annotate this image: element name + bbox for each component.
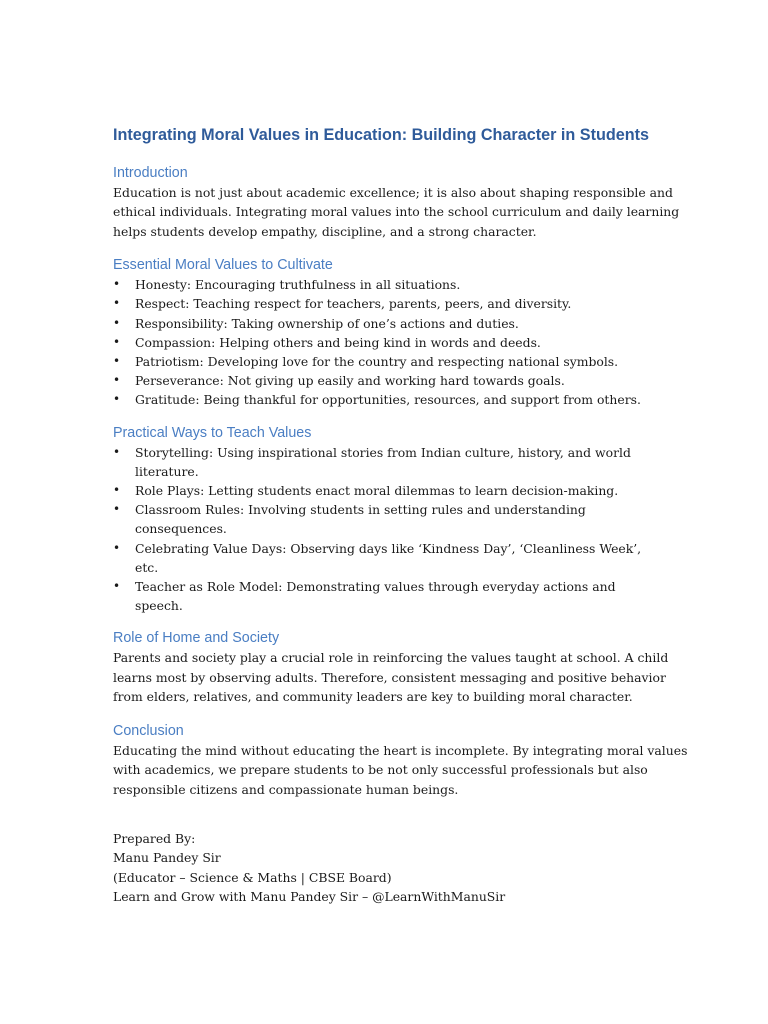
author-role: (Educator – Science & Maths | CBSE Board): [113, 869, 392, 885]
bullet-icon: •: [113, 373, 121, 388]
heading-conclusion: Conclusion: [113, 722, 184, 739]
list-item: • Honesty: Encouraging truthfulness in all situations.: [113, 275, 653, 294]
text-line: Parents and society play a crucial role in reinforcing the values taught at school. A child: [113, 650, 669, 666]
list-item: • Respect: Teaching respect for teachers, parents, peers, and diversity.: [113, 294, 653, 313]
heading-essential-values: Essential Moral Values to Cultivate: [113, 257, 333, 274]
text-line: learns most by observing adults. Therefore, consistent messaging and positive behavior: [113, 669, 666, 685]
bullet-icon: •: [113, 392, 121, 407]
prepared-by-block: [113, 829, 653, 907]
paragraph-introduction: [113, 183, 680, 241]
paragraph-home-society: [113, 648, 669, 706]
bullet-icon: •: [113, 277, 121, 292]
list-item: • Patriotism: Developing love for the country and respecting national symbols.: [113, 352, 653, 371]
text-line: from elders, relatives, and community leaders are key to building moral character.: [113, 689, 633, 705]
heading-practical-ways: Practical Ways to Teach Values: [113, 424, 312, 441]
bullet-icon: •: [113, 540, 121, 555]
bullet-icon: •: [113, 354, 121, 369]
list-item: • Storytelling: Using inspirational stories from Indian culture, history, and world literature.: [113, 444, 631, 479]
bullet-icon: •: [113, 296, 121, 311]
values-list: [113, 275, 653, 409]
heading-home-society: Role of Home and Society: [113, 630, 280, 647]
bullet-icon: •: [113, 483, 121, 498]
list-item: • Compassion: Helping others and being kind in words and deeds.: [113, 333, 653, 352]
practical-ways-list: [113, 443, 653, 616]
text-line: Educating the mind without educating the heart is incomplete. By integrating moral values: [113, 742, 688, 758]
document-content: [113, 124, 688, 907]
paragraph-conclusion: [113, 741, 688, 799]
list-item: • Classroom Rules: Involving students in setting rules and understanding consequences.: [113, 502, 586, 537]
bullet-icon: •: [113, 444, 121, 459]
bullet-icon: •: [113, 334, 121, 349]
bullet-icon: •: [113, 502, 121, 517]
heading-introduction: Introduction: [113, 165, 188, 181]
text-line: ethical individuals. Integrating moral values into the school curriculum and daily learning: [113, 204, 680, 220]
author-name: Manu Pandey Sir: [113, 850, 221, 866]
list-item: • Teacher as Role Model: Demonstrating values through everyday actions and speech.: [113, 579, 616, 614]
list-item: • Gratitude: Being thankful for opportunities, resources, and support from others.: [113, 390, 653, 409]
list-item: • Responsibility: Taking ownership of one’s actions and duties.: [113, 314, 653, 333]
list-item: • Perseverance: Not giving up easily and working hard towards goals.: [113, 371, 653, 390]
bullet-icon: •: [113, 579, 121, 594]
list-item: • Role Plays: Letting students enact moral dilemmas to learn decision-making.: [113, 481, 653, 500]
text-line: with academics, we prepare students to be not only successful professionals but also: [113, 762, 648, 778]
list-item: • Celebrating Value Days: Observing days like ‘Kindness Day’, ‘Cleanliness Week’, etc.: [113, 540, 642, 575]
text-line: helps students develop empathy, discipline, and a strong character.: [113, 223, 537, 239]
document-title: Integrating Moral Values in Education: Building Character in Students: [113, 126, 650, 144]
text-line: responsible citizens and compassionate human beings.: [113, 781, 459, 797]
bullet-icon: •: [113, 315, 121, 330]
prepared-by-label: Prepared By:: [113, 830, 196, 846]
text-line: Education is not just about academic excellence; it is also about shaping responsible and: [113, 185, 673, 200]
author-tagline: Learn and Grow with Manu Pandey Sir – @LearnWithManuSir: [113, 889, 506, 905]
